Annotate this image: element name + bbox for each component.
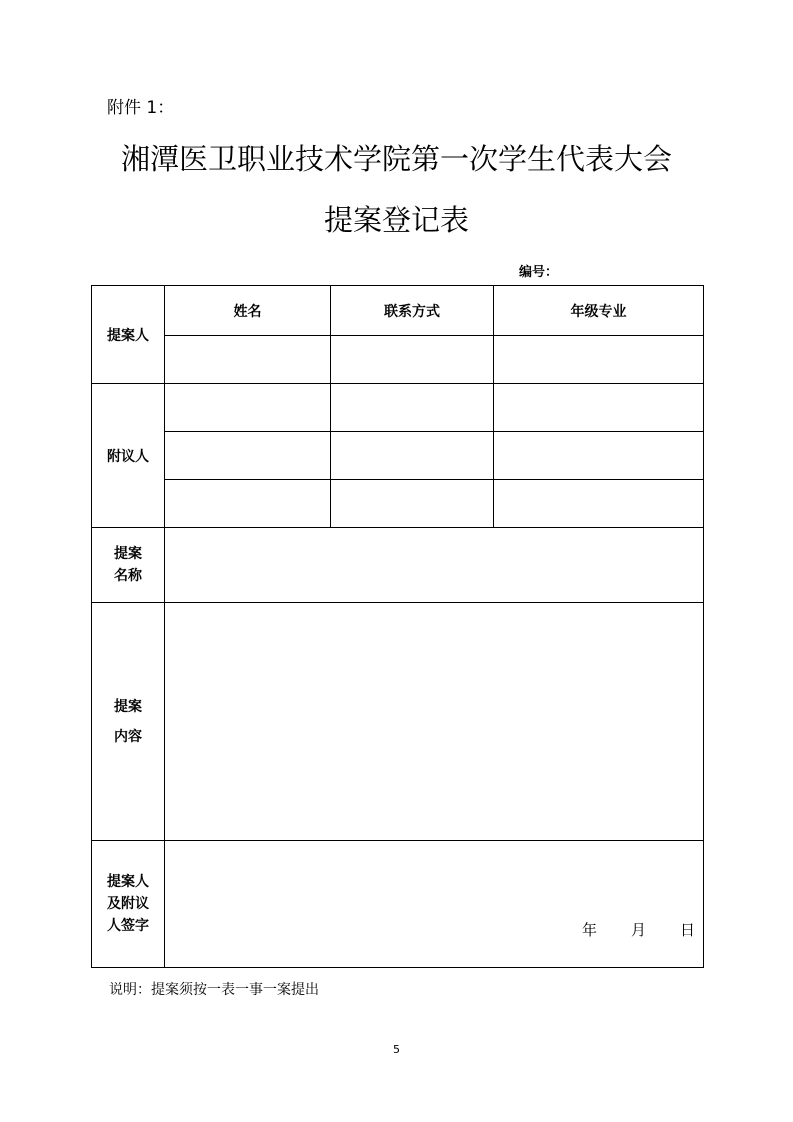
seconder3-contact-cell[interactable]	[331, 480, 494, 528]
seconder3-name-cell[interactable]	[165, 480, 331, 528]
date-month-label: 月	[630, 921, 646, 939]
seconder1-grade-major-cell[interactable]	[494, 384, 704, 432]
proposer-name-cell[interactable]	[165, 336, 331, 384]
serial-number-label: 编号：	[519, 265, 559, 280]
proposal-name-cell[interactable]	[165, 528, 704, 603]
form-title-line2: 提案登记表	[323, 203, 469, 237]
seconder2-contact-cell[interactable]	[331, 432, 494, 480]
signature-label-line2: 及附议	[107, 896, 149, 912]
proposal-name-label-line2: 名称	[114, 568, 142, 584]
seconder-label: 附议人	[92, 384, 165, 528]
seconder1-name-cell[interactable]	[165, 384, 331, 432]
proposal-content-label-line2: 内容	[114, 728, 142, 745]
signature-label-line3: 人签字	[107, 918, 149, 934]
proposer-contact-cell[interactable]	[331, 336, 494, 384]
signature-label-line1: 提案人	[107, 874, 149, 890]
header-contact: 联系方式	[331, 286, 494, 336]
page-number: 5	[393, 1043, 400, 1056]
proposal-name-label-line1: 提案	[114, 546, 142, 562]
form-title-line1: 湘潭医卫职业技术学院第一次学生代表大会	[120, 142, 672, 176]
date-year-label: 年	[581, 921, 597, 939]
header-grade-major: 年级专业	[494, 286, 704, 336]
seconder1-contact-cell[interactable]	[331, 384, 494, 432]
proposal-name-label	[92, 528, 165, 603]
date-day-label: 日	[679, 921, 695, 939]
form-note: 说明：提案须按一表一事一案提出	[109, 982, 319, 998]
seconder2-name-cell[interactable]	[165, 432, 331, 480]
proposal-content-label-line1: 提案	[114, 698, 142, 715]
proposal-form-table	[91, 285, 704, 968]
seconder2-grade-major-cell[interactable]	[494, 432, 704, 480]
proposal-content-cell[interactable]	[165, 603, 704, 841]
proposal-content-label	[92, 603, 165, 841]
signature-label	[92, 841, 165, 968]
signature-date	[582, 919, 695, 940]
header-name: 姓名	[165, 286, 331, 336]
signature-cell[interactable]	[165, 841, 704, 968]
seconder3-grade-major-cell[interactable]	[494, 480, 704, 528]
proposer-grade-major-cell[interactable]	[494, 336, 704, 384]
attachment-label: 附件 1：	[107, 98, 175, 118]
proposer-label: 提案人	[92, 286, 165, 384]
